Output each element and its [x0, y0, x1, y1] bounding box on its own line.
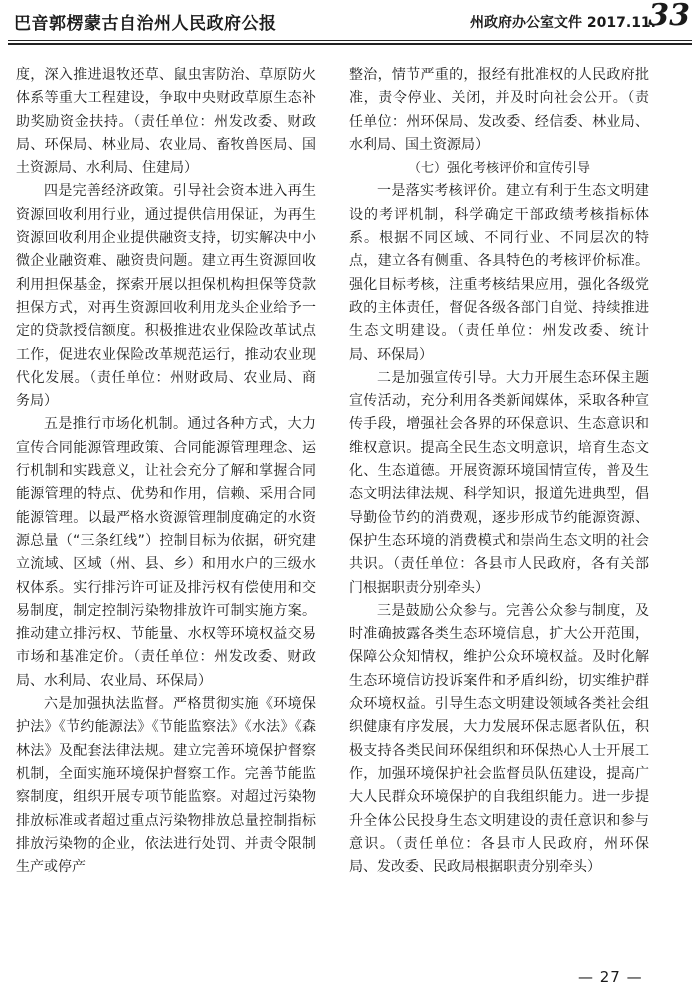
header-rule	[8, 40, 692, 41]
right-column	[349, 64, 649, 879]
paragraph: 五是推行市场化机制。通过各种方式，大力宣传合同能源管理政策、合同能源管理理念、运行机制和实践意义，让社会充分了解和掌握合同能源管理的特点、优势和作用，信赖、采用合同能源管理。以最严格水资源管理制度确定的水资源总量（“三条红线”）控制目标为依据，研究建立流域、区域（州、县、乡）和用水户的三级水权体系。实行排污许可证及排污权有偿使用和交易制度，制定控制污染物排放许可制实施方案。推动建立排污权、节能量、水权等环境权益交易市场和基准定价。（责任单位：州发改委、财政局、水利局、农业局、环保局）	[16, 416, 316, 689]
paragraph: 六是加强执法监督。严格贯彻实施《环境保护法》《节约能源法》《节能监察法》《水法》《森林法》及配套法律法规。建立完善环境保护督察机制，全面实施环境保护督察工作。完善节能监察制度，组织开展专项节能监察。对超过污染物排放标准或者超过重点污染物排放总量控制指标排放污染物的企业，依法进行处罚、并责令限制生产或停产	[16, 696, 316, 876]
paragraph: 一是落实考核评价。建立有利于生态文明建设的考评机制，科学确定干部政绩考核指标体系。根据不同区域、不同行业、不同层次的特点，建立各有侧重、各具特色的考核评价标准。强化目标考核，注重考核结果应用，强化各级党政的主体责任，督促各级各部门自觉、持续推进生态文明建设。（责任单位：州发改委、统计局、环保局）	[349, 183, 649, 363]
paragraph: 四是完善经济政策。引导社会资本进入再生资源回收利用行业，通过提供信用保证，为再生资源回收利用企业提供融资支持，切实解决中小微企业融资难、融资贵问题。建立再生资源回收利用担保基金，探索开展以担保机构担保等贷款担保方式，对再生资源回收利用龙头企业给予一定的贷款授信额度。积极推进农业保险改革试点工作，促进农业保险改革规范运行，推动农业现代化发展。（责任单位：州财政局、农业局、商务局）	[16, 183, 316, 410]
paragraph: 整治，情节严重的，报经有批准权的人民政府批准，责令停业、关闭，并及时向社会公开。（责任单位：州环保局、发改委、经信委、林业局、水利局、国土资源局）	[349, 67, 649, 153]
paragraph: 三是鼓励公众参与。完善公众参与制度，及时准确披露各类生态环境信息，扩大公开范围，保障公众知情权，维护公众环境权益。及时化解生态环境信访投诉案件和矛盾纠纷，切实维护群众环境权益。引导生态文明建设领域各类社会组织健康有序发展，大力发展环保志愿者队伍，积极支持各类民间环保组织和环保热心人士开展工作，加强环境保护社会监督员队伍建设，提高广大人民群众环境保护的自我组织能力。进一步提升全体公民投身生态文明建设的责任意识和参与意识。（责任单位：各县市人民政府，州环保局、发改委、民政局根据职责分别牵头）	[349, 602, 649, 876]
page-header	[0, 0, 700, 48]
header-rule-thick	[8, 43, 692, 45]
paragraph: 度，深入推进退牧还草、鼠虫害防治、草原防火体系等重大工程建设，争取中央财政草原生态补助奖励资金扶持。（责任单位：州发改委、财政局、环保局、林业局、农业局、畜牧兽医局、国土资源局、水利局、住建局）	[16, 67, 316, 177]
journal-title: 巴音郭楞蒙古自治州人民政府公报	[14, 14, 277, 34]
issue-number: 33	[648, 0, 690, 33]
paragraph: 二是加强宣传引导。大力开展生态环保主题宣传活动，充分利用各类新闻媒体，采取各种宣传手段，增强社会各界的环保意识、生态意识和维权意识。提高全民生态文明意识，培育生态文化、生态道德。开展资源环境国情宣传，普及生态文明法律法规、科学知识，报道先进典型，倡导勤俭节约的消费观，逐步形成节约能源资源、保护生态环境的消费模式和崇尚生态文明的社会共识。（责任单位：各县市人民政府，各有关部门根据职责分别牵头）	[349, 369, 649, 596]
page-number: — 27 —	[578, 968, 643, 986]
section-heading: （七）强化考核评价和宣传引导	[407, 161, 590, 177]
document-source: 州政府办公室文件 2017.11.	[470, 15, 656, 31]
left-column	[16, 64, 316, 879]
